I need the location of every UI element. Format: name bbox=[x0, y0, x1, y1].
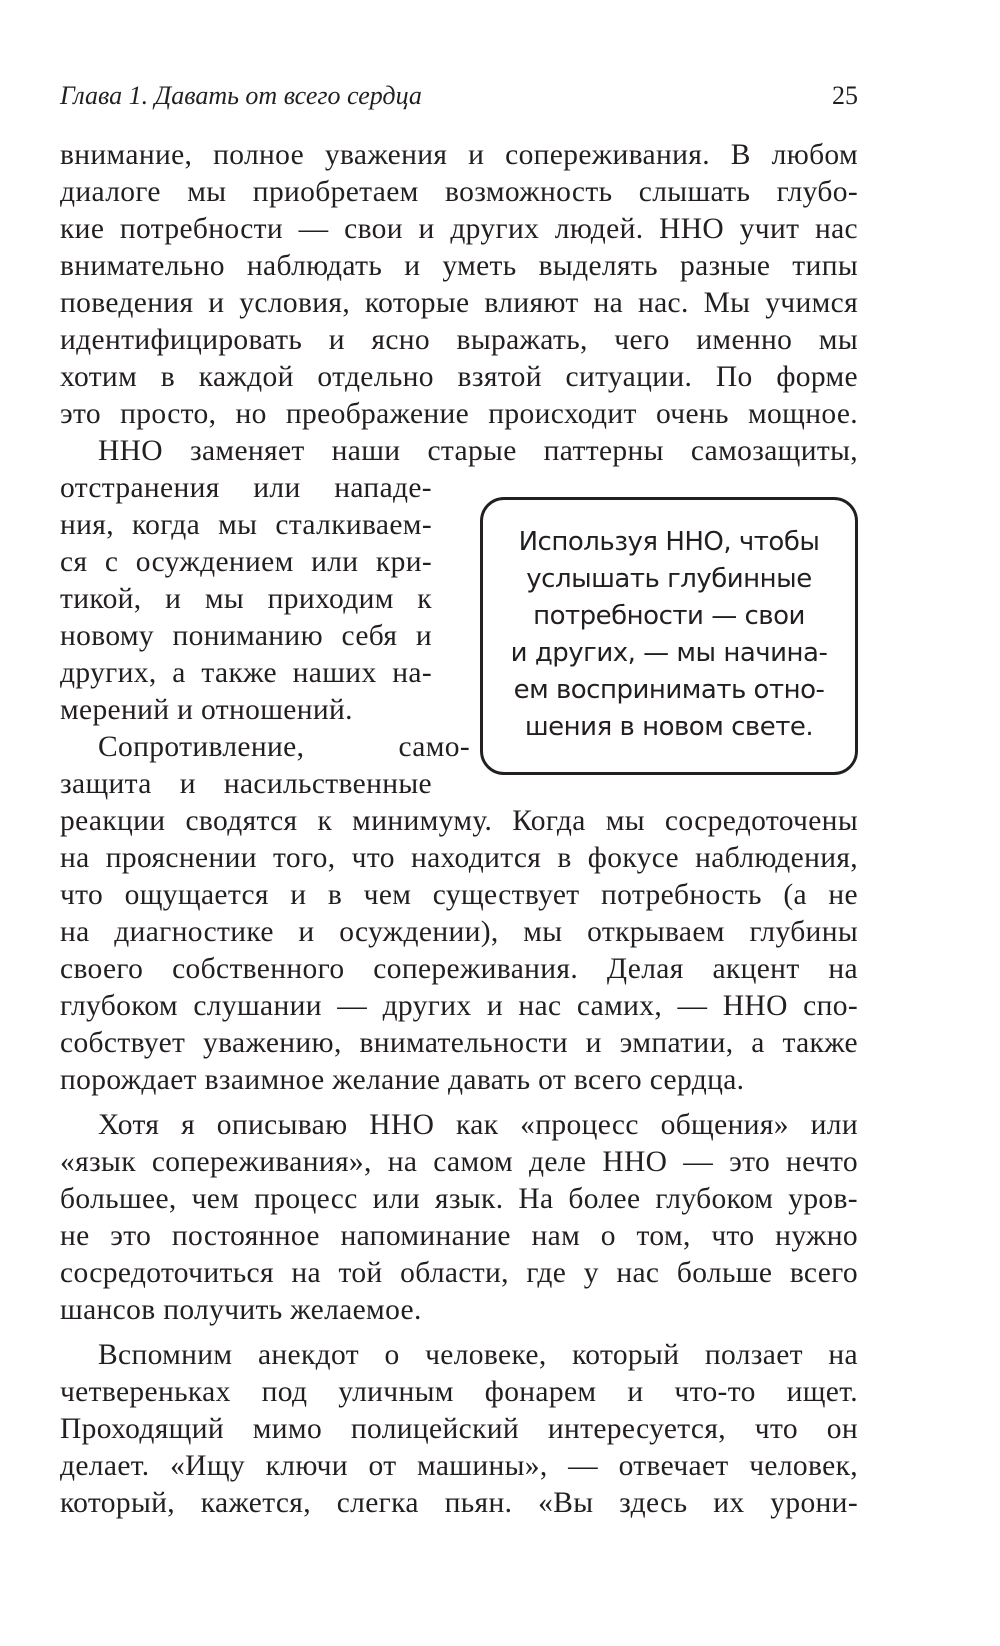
text-line: собствует уважению, внимательности и эмпатии, а также bbox=[60, 1027, 858, 1059]
pull-quote-line: ем воспринимать отно- bbox=[513, 675, 825, 705]
pull-quote-line: шения в новом свете. bbox=[524, 712, 814, 742]
text-line: ННО заменяет наши старые паттерны самозащиты, bbox=[98, 435, 858, 467]
text-line: внимание, полное уважения и сопереживания. В любом bbox=[60, 139, 858, 171]
text-line: большее, чем процесс или язык. На более глубоком уров- bbox=[60, 1183, 858, 1215]
body-text bbox=[60, 137, 858, 1522]
text-line: на прояснении того, что находится в фокусе наблюдения, bbox=[60, 842, 858, 874]
text-line: поведения и условия, которые влияют на нас. Мы учимся bbox=[60, 287, 858, 319]
page-number: 25 bbox=[832, 81, 858, 110]
text-line: кие потребности — свои и других людей. ННО учит нас bbox=[60, 213, 858, 245]
text-line: новому пониманию себя и bbox=[60, 620, 432, 652]
pull-quote-line: услышать глубинные bbox=[526, 564, 812, 594]
text-line: Хотя я описываю ННО как «процесс общения» или bbox=[98, 1109, 858, 1141]
text-line: хотим в каждой отдельно взятой ситуации. По форме bbox=[60, 361, 858, 393]
text-line: мерений и отношений. bbox=[60, 694, 353, 726]
text-line: диалоге мы приобретаем возможность слышать глубо- bbox=[60, 176, 858, 208]
text-line: отстранения или нападе- bbox=[60, 472, 432, 504]
text-line: внимательно наблюдать и уметь выделять разные типы bbox=[60, 250, 858, 282]
text-line: глубоком слушании — других и нас самих, — ННО спо- bbox=[60, 990, 858, 1022]
text-line: это просто, но преображение происходит очень мощное. bbox=[60, 398, 858, 430]
text-line: ния, когда мы сталкиваем- bbox=[60, 509, 432, 541]
text-line: порождает взаимное желание давать от всего сердца. bbox=[60, 1064, 745, 1096]
text-line: сосредоточиться на той области, где у нас больше всего bbox=[60, 1257, 858, 1289]
text-line: шансов получить желаемое. bbox=[60, 1294, 422, 1326]
text-line: других, а также наших на- bbox=[60, 657, 432, 689]
text-line: «язык сопереживания», на самом деле ННО — это нечто bbox=[60, 1146, 858, 1178]
text-line: своего собственного сопереживания. Делая акцент на bbox=[60, 953, 858, 985]
pull-quote-line: потребности — свои bbox=[533, 601, 805, 631]
text-line: тикой, и мы приходим к bbox=[60, 583, 432, 615]
text-line: делает. «Ищу ключи от машины», — отвечает человек, bbox=[60, 1450, 858, 1482]
text-line: который, кажется, слегка пьян. «Вы здесь их урони- bbox=[60, 1487, 858, 1519]
text-line: идентифицировать и ясно выражать, чего именно мы bbox=[60, 324, 858, 356]
text-line: не это постоянное напоминание нам о том, что нужно bbox=[60, 1220, 858, 1252]
text-line: Проходящий мимо полицейский интересуется, что он bbox=[60, 1413, 858, 1445]
text-line: что ощущается и в чем существует потребность (а не bbox=[60, 879, 858, 911]
pull-quote-line: и других, — мы начина- bbox=[510, 638, 828, 668]
text-line: на диагностике и осуждении), мы открываем глубины bbox=[60, 916, 858, 948]
running-head: Глава 1. Давать от всего сердца bbox=[60, 81, 422, 110]
text-line: ся с осуждением или кри- bbox=[60, 546, 432, 578]
text-line: четвереньках под уличным фонарем и что-то ищет. bbox=[60, 1376, 858, 1408]
pull-quote-line: Используя ННО, чтобы bbox=[518, 527, 820, 557]
pull-quote-box bbox=[480, 497, 858, 775]
text-line: Вспомним анекдот о человеке, который ползает на bbox=[98, 1339, 858, 1371]
text-line: реакции сводятся к минимуму. Когда мы сосредоточены bbox=[60, 805, 858, 837]
text-line: защита и насильственные bbox=[60, 768, 432, 800]
text-line: Сопротивление, само- bbox=[98, 731, 470, 763]
